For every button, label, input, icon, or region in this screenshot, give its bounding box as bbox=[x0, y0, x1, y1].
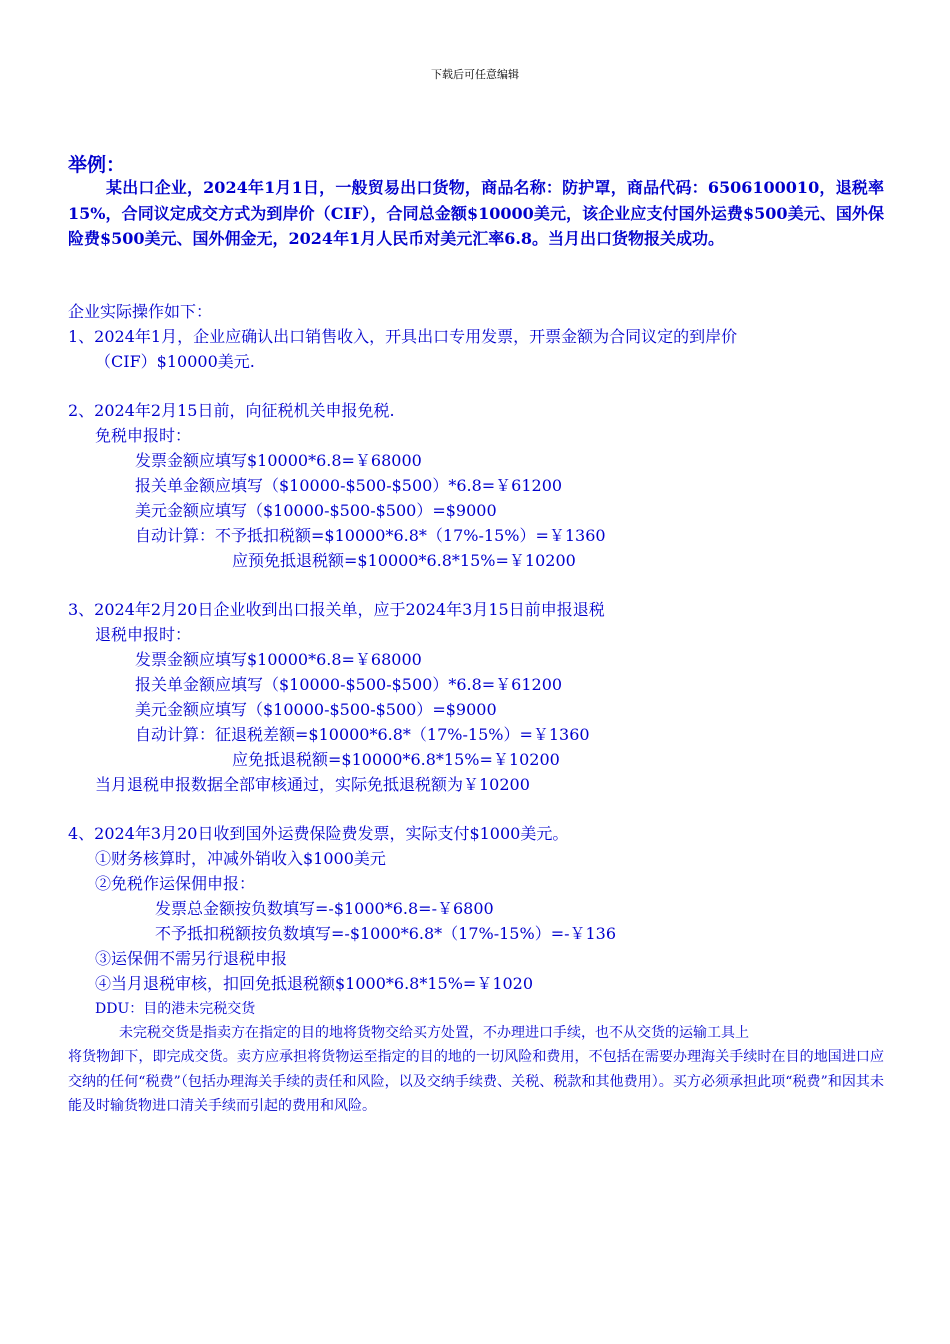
step4-item2-tax: 不予抵扣税额按负数填写=-$1000*6.8*（17%-15%）=-￥136 bbox=[155, 924, 617, 943]
step4-item3: ③运保佣不需另行退税申报 bbox=[95, 949, 288, 968]
example-title: 举例： bbox=[68, 154, 126, 176]
step2-title: 2、2024年2月15日前，向征税机关申报免税. bbox=[68, 401, 395, 420]
ddu-title: DDU：目的港未完税交货 bbox=[95, 1001, 256, 1017]
intro-paragraph: 某出口企业，2024年1月1日，一般贸易出口货物，商品名称：防护罩，商品代码：6506100010，退税率15%，合同议定成交方式为到岸价（CIF），合同总金额$10000美元，该企业应支付国外运费$500美元、国外保险费$500美元、国外佣金无，2024年1月人民币对美元汇率6.8。当月出口货物报关成功。 bbox=[68, 178, 884, 248]
step3-title: 3、2024年2月20日企业收到出口报关单，应于2024年3月15日前申报退税 bbox=[68, 600, 605, 619]
step1-line2: （CIF）$10000美元. bbox=[95, 352, 255, 371]
step3-customs-amount: 报关单金额应填写（$10000-$500-$500）*6.8=￥61200 bbox=[135, 675, 563, 694]
step2-invoice-amount: 发票金额应填写$10000*6.8=￥68000 bbox=[135, 451, 422, 470]
step3-usd-amount: 美元金额应填写（$10000-$500-$500）=$9000 bbox=[135, 700, 497, 719]
step3-subtitle: 退税申报时： bbox=[95, 625, 192, 644]
step3-refund-amount: 应免抵退税额=$10000*6.8*15%=￥10200 bbox=[232, 750, 560, 769]
step2-usd-amount: 美元金额应填写（$10000-$500-$500）=$9000 bbox=[135, 501, 497, 520]
step4-item1: ①财务核算时，冲减外销收入$1000美元 bbox=[95, 849, 386, 868]
step2-customs-amount: 报关单金额应填写（$10000-$500-$500）*6.8=￥61200 bbox=[135, 476, 563, 495]
step4-item4: ④当月退税审核，扣回免抵退税额$1000*6.8*15%=￥1020 bbox=[95, 974, 534, 993]
operations-title: 企业实际操作如下： bbox=[68, 302, 213, 321]
step2-subtitle: 免税申报时： bbox=[95, 426, 192, 445]
step1-line1: 1、2024年1月，企业应确认出口销售收入，开具出口专用发票，开票金额为合同议定的到岸价 bbox=[68, 327, 738, 346]
step3-invoice-amount: 发票金额应填写$10000*6.8=￥68000 bbox=[135, 650, 422, 669]
step4-title: 4、2024年3月20日收到国外运费保险费发票，实际支付$1000美元。 bbox=[68, 824, 569, 843]
step4-item2-invoice: 发票总金额按负数填写=-$1000*6.8=-￥6800 bbox=[155, 899, 494, 918]
step3-auto-calc: 自动计算：征退税差额=$10000*6.8*（17%-15%）=￥1360 bbox=[135, 725, 590, 744]
step2-auto-calc: 自动计算：不予抵扣税额=$10000*6.8*（17%-15%）=￥1360 bbox=[135, 526, 606, 545]
page-header: 下载后可任意编辑 bbox=[431, 68, 519, 81]
ddu-paragraph-rest: 将货物卸下，即完成交货。卖方应承担将货物运至指定的目的地的一切风险和费用，不包括在需要办理海关手续时在目的地国进口应交纳的任何“税费”（包括办理海关手续的责任和风险，以及交纳手续费、关税、税款和其他费用）。买方必须承担此项“税费”和因其未能及时输货物进口清关手续而引起的费用和风险。 bbox=[68, 1049, 884, 1114]
step4-item2: ②免税作运保佣申报： bbox=[95, 874, 256, 893]
step3-summary: 当月退税申报数据全部审核通过，实际免抵退税额为￥10200 bbox=[95, 775, 530, 794]
step2-prepaid-refund: 应预免抵退税额=$10000*6.8*15%=￥10200 bbox=[232, 551, 576, 570]
ddu-paragraph-first: 未完税交货是指卖方在指定的目的地将货物交给买方处置，不办理进口手续，也不从交货的运输工具上 bbox=[119, 1025, 749, 1041]
